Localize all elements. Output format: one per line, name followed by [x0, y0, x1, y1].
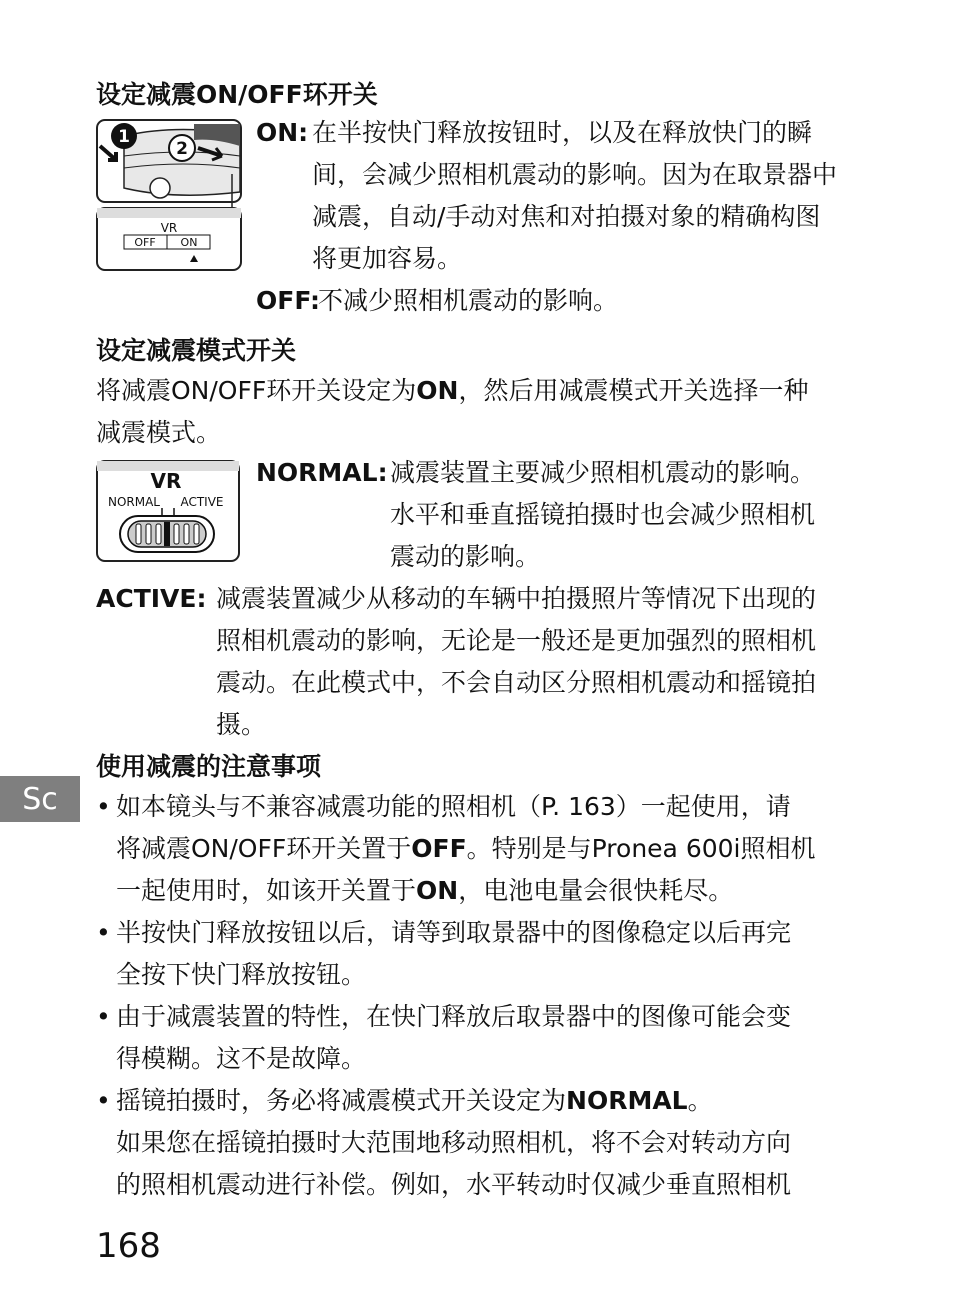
note-1-off-bold: OFF — [411, 834, 467, 863]
note-4-line-1 — [116, 1080, 713, 1122]
normal-line-3: 震动的影响。 — [390, 542, 541, 571]
note-4-normal-bold: NORMAL — [566, 1086, 688, 1115]
active-line-4: 摄。 — [216, 710, 267, 739]
active-line-1: 减震装置减少从移动的车辆中拍摄照片等情况下出现的 — [216, 584, 817, 613]
note-1-line-3 — [116, 870, 733, 912]
section-heading-vr-mode: 设定减震模式开关 — [96, 336, 297, 365]
note-4-more-line-2: 的照相机震动进行补偿。例如，水平转动时仅减少垂直照相机 — [116, 1170, 792, 1199]
note-1-text-c: 。特别是与Pronea 600i照相机 — [466, 834, 816, 863]
vr-mode-switch-illustration — [94, 458, 242, 564]
normal-position-label: NORMAL — [107, 495, 161, 509]
note-1-text-a: 将减震ON/OFF环开关置于 — [116, 834, 412, 863]
note-3-line-1: 由于减震装置的特性，在快门释放后取景器中的图像可能会变 — [116, 1002, 792, 1031]
on-position-label: ON — [180, 236, 198, 249]
note-4-text-a: 摇镜拍摄时，务必将减震模式开关设定为 — [116, 1086, 567, 1115]
active-line-3: 震动。在此模式中，不会自动区分照相机震动和摇镜拍 — [216, 668, 817, 697]
active-line-2: 照相机震动的影响，无论是一般还是更加强烈的照相机 — [216, 626, 817, 655]
step-2-number: 2 — [176, 139, 188, 159]
step-1-number: 1 — [118, 127, 130, 147]
bullet-2-icon: • — [96, 918, 111, 947]
bullet-4-icon: • — [96, 1086, 111, 1115]
normal-line-1: 减震装置主要减少照相机震动的影响。 — [390, 458, 816, 487]
off-label: OFF: — [256, 286, 321, 315]
note-1-line-1: 如本镜头与不兼容减震功能的照相机（P. 163）一起使用，请 — [116, 792, 791, 821]
vr-label: VR — [160, 221, 178, 235]
page-number: 168 — [96, 1226, 161, 1266]
on-line-4: 将更加容易。 — [312, 244, 463, 273]
note-1-line-2 — [116, 828, 816, 870]
note-4-more-line-1: 如果您在摇镜拍摄时大范围地移动照相机，将不会对转动方向 — [116, 1128, 792, 1157]
on-line-2: 间，会减少照相机震动的影响。因为在取景器中 — [312, 160, 838, 189]
note-1-text-d: 一起使用时，如该开关置于 — [116, 876, 417, 905]
note-2-line-1: 半按快门释放按钮以后，请等到取景器中的图像稳定以后再完 — [116, 918, 792, 947]
section-heading-vr-switch: 设定减震ON/OFF环开关 — [96, 80, 378, 109]
off-position-label: OFF — [134, 236, 156, 249]
intro-text-c: ，然后用减震模式开关选择一种 — [458, 376, 809, 405]
bullet-1-icon: • — [96, 792, 111, 821]
normal-label: NORMAL: — [256, 458, 388, 487]
active-position-label: ACTIVE — [180, 495, 224, 509]
active-label: ACTIVE: — [96, 584, 207, 613]
intro-text-a: 将减震ON/OFF环开关设定为 — [96, 376, 417, 405]
note-1-text-e: ，电池电量会很快耗尽。 — [458, 876, 734, 905]
mode-intro-line-1 — [96, 370, 808, 412]
mode-intro-line-2: 减震模式。 — [96, 418, 222, 447]
note-3-line-2: 得模糊。这不是故障。 — [116, 1044, 367, 1073]
on-line-1: 在半按快门释放按钮时，以及在释放快门的瞬 — [312, 118, 813, 147]
language-tab-sc: Sc — [0, 776, 80, 822]
bullet-3-icon: • — [96, 1002, 111, 1031]
note-2-line-2: 全按下快门释放按钮。 — [116, 960, 367, 989]
note-4-text-c: 。 — [687, 1086, 713, 1115]
on-label: ON: — [256, 118, 309, 147]
on-line-3: 减震，自动/手动对焦和对拍摄对象的精确构图 — [312, 202, 821, 231]
note-1-on-bold: ON — [416, 876, 459, 905]
intro-on-bold: ON — [416, 376, 459, 405]
vr-on-off-switch-illustration — [94, 116, 244, 274]
off-text: 不减少照相机震动的影响。 — [318, 286, 619, 315]
mode-vr-label: VR — [150, 469, 182, 493]
normal-line-2: 水平和垂直摇镜拍摄时也会减少照相机 — [390, 500, 816, 529]
section-heading-notes: 使用减震的注意事项 — [96, 752, 322, 781]
